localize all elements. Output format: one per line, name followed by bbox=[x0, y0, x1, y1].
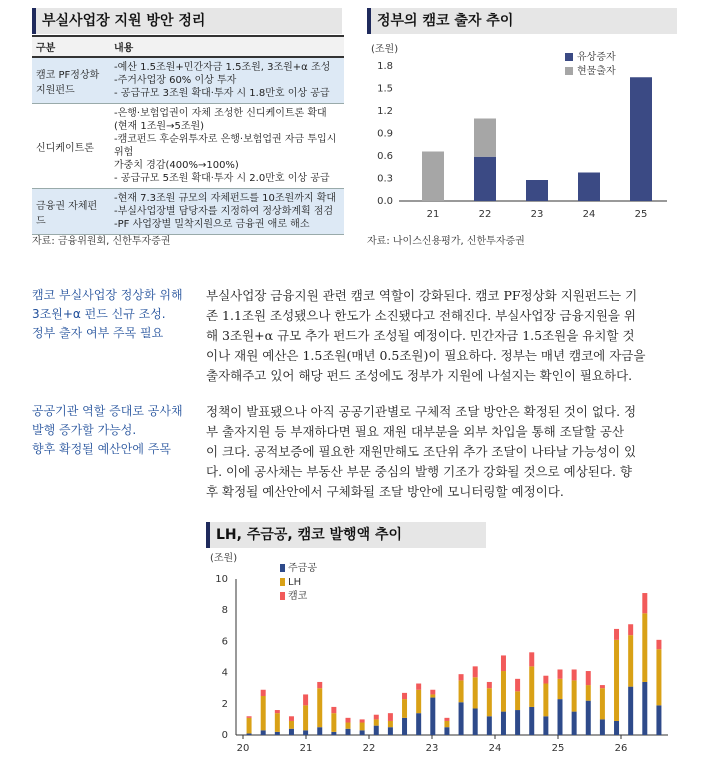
bar-주금공 bbox=[416, 713, 421, 735]
content-line: -예산 1.5조원+민간자금 1.5조원, 3조원+α 조성 bbox=[114, 62, 331, 73]
bar-캠코 bbox=[430, 690, 435, 695]
bar-주금공 bbox=[642, 682, 647, 735]
row-content bbox=[110, 104, 344, 189]
bar-캠코 bbox=[416, 684, 421, 690]
x-tick-label: 25 bbox=[551, 743, 565, 754]
x-tick-label: 20 bbox=[236, 743, 250, 754]
y-tick-label: 4 bbox=[221, 667, 228, 679]
y-tick-label: 6 bbox=[221, 636, 228, 648]
bar-LH bbox=[317, 688, 322, 727]
bar-주금공 bbox=[331, 732, 336, 735]
x-tick-label: 21 bbox=[299, 743, 313, 754]
row-key: 금융권 자체펀드 bbox=[32, 189, 110, 235]
bar-캠코 bbox=[459, 674, 464, 680]
bar-주금공 bbox=[529, 707, 534, 735]
x-tick-label: 26 bbox=[614, 743, 628, 754]
legend-swatch bbox=[280, 578, 285, 586]
bar-캠코 bbox=[642, 593, 647, 613]
side-note-line: 공공기관 역할 증대로 공사채 bbox=[32, 404, 183, 418]
bar-캠코 bbox=[303, 694, 308, 705]
content-line: - 공급규모 3조원 확대·투자 시 1.8만호 이상 공급 bbox=[114, 88, 330, 99]
bar-캠코 bbox=[261, 690, 266, 696]
paragraph-line: 이나 재원 예산은 1.5조원(매년 0.5조원)이 필요하다. 정부는 매년 캠코에 자금을 bbox=[206, 348, 646, 363]
content-line: -현재 7.3조원 규모의 자체펀드를 10조원까지 확대 bbox=[114, 193, 337, 204]
bar-주금공 bbox=[656, 705, 661, 735]
y-tick-label: 0 bbox=[221, 730, 228, 741]
bar-주금공 bbox=[317, 727, 322, 735]
bar-LH bbox=[600, 688, 605, 719]
bar-LH bbox=[388, 721, 393, 727]
bar-LH bbox=[289, 721, 294, 729]
bar-LH bbox=[303, 705, 308, 730]
bar-LH bbox=[444, 721, 449, 727]
content-line: -캠코펀드 후순위투자로 은행·보험업권 자금 투입시 위험 bbox=[114, 134, 337, 158]
bar-LH bbox=[642, 613, 647, 682]
bar-주금공 bbox=[444, 727, 449, 735]
content-line: (현재 1조원→5조원) bbox=[114, 121, 205, 132]
table-row bbox=[32, 57, 344, 104]
bar-캠코 bbox=[473, 666, 478, 677]
side-note-2 bbox=[32, 402, 197, 459]
bar-캠코 bbox=[346, 718, 351, 723]
bar-주금공 bbox=[303, 730, 308, 735]
paragraph-line: 이 크다. 공적보증에 필요한 재원만해도 조단위 추가 조달이 나타날 가능성이 있 bbox=[206, 444, 637, 459]
bar-캠코 bbox=[317, 682, 322, 688]
legend-label: 현물출자 bbox=[577, 66, 616, 77]
content-line: -은행·보험업권이 자체 조성한 신디케이트론 확대 bbox=[114, 108, 327, 119]
side-note-1 bbox=[32, 286, 197, 343]
bar-주금공 bbox=[430, 698, 435, 735]
content-line: -부실사업장별 담당자를 지정하여 정상화계획 점검 bbox=[114, 206, 334, 217]
bar-주금공 bbox=[261, 730, 266, 735]
paragraph-line: 존 1.1조원 조성됐으나 한도가 소진됐다고 전해진다. 부실사업장 금융지원을 위 bbox=[206, 308, 636, 323]
bar-LH bbox=[346, 723, 351, 729]
bar-주금공 bbox=[346, 729, 351, 735]
legend-swatch bbox=[565, 67, 573, 75]
paragraph-line: 후 확정될 예산안에서 구체화될 조달 방안에 모니터링할 예정이다. bbox=[206, 484, 564, 499]
bar-주금공 bbox=[543, 716, 548, 735]
paragraph-line: 부 출자지원 등 부재하다면 필요 재원 대부분을 외부 차입을 통해 조달할 공산 bbox=[206, 424, 625, 439]
bar-캠코 bbox=[444, 718, 449, 721]
content-line: -주거사업장 60% 이상 투자 bbox=[114, 75, 237, 86]
bar-주금공 bbox=[628, 687, 633, 735]
left-panel-title-text: 부실사업장 지원 방안 정리 bbox=[42, 13, 206, 29]
bar-LH bbox=[247, 718, 252, 734]
bar-캠코 bbox=[360, 719, 365, 722]
bar-주금공 bbox=[501, 712, 506, 735]
bar-캠코 bbox=[558, 669, 563, 678]
bar-캠코 bbox=[331, 707, 336, 713]
paragraph-line: 정책이 발표됐으나 아직 공공기관별로 구체적 조달 방안은 확정된 것이 없다. 정 bbox=[206, 404, 637, 419]
bar-캠코 bbox=[656, 640, 661, 649]
x-tick-label: 23 bbox=[425, 743, 439, 754]
x-tick-label: 21 bbox=[426, 209, 440, 220]
bar-LH bbox=[529, 666, 534, 707]
bar-주금공 bbox=[586, 701, 591, 735]
bar-유상증자 bbox=[630, 77, 652, 201]
y-tick-label: 10 bbox=[215, 574, 228, 585]
row-key-line: 캠코 PF정상화 bbox=[36, 69, 100, 81]
bar-캠코 bbox=[600, 685, 605, 688]
bar-캠코 bbox=[543, 676, 548, 684]
bar-주금공 bbox=[360, 730, 365, 735]
bar-캠코 bbox=[515, 679, 520, 691]
y-tick-label: 1.5 bbox=[377, 83, 393, 95]
x-tick-label: 23 bbox=[530, 209, 544, 220]
bar-주금공 bbox=[487, 716, 492, 735]
content-line: - 공급규모 5조원 확대·투자 시 2.0만호 이상 공급 bbox=[114, 173, 330, 184]
bar-LH bbox=[614, 640, 619, 721]
x-tick-label: 24 bbox=[488, 743, 502, 754]
bar-주금공 bbox=[459, 702, 464, 735]
bar-LH bbox=[416, 690, 421, 713]
right-panel-title-text: 정부의 캠코 출자 추이 bbox=[377, 13, 514, 29]
col-header-content: 내용 bbox=[110, 36, 344, 57]
bar-캠코 bbox=[402, 693, 407, 699]
bar-캠코 bbox=[289, 716, 294, 721]
kamco-capital-chart bbox=[367, 36, 677, 226]
legend-swatch bbox=[280, 592, 285, 600]
bar-주금공 bbox=[374, 726, 379, 735]
bar-주금공 bbox=[600, 719, 605, 735]
bar-유상증자 bbox=[578, 173, 600, 202]
legend-label: 캠코 bbox=[288, 591, 308, 602]
bar-캠코 bbox=[374, 715, 379, 720]
y-tick-label: 0.9 bbox=[377, 128, 393, 140]
bar-주금공 bbox=[473, 708, 478, 735]
y-tick-label: 0.6 bbox=[377, 151, 393, 162]
paragraph-1 bbox=[206, 286, 676, 386]
content-line: -PF 사업장별 밀착지원으로 금융권 애로 해소 bbox=[114, 219, 310, 230]
bar-LH bbox=[586, 685, 591, 701]
bar-LH bbox=[558, 679, 563, 699]
x-tick-label: 25 bbox=[634, 209, 648, 220]
bar-LH bbox=[261, 696, 266, 730]
bar-LH bbox=[515, 691, 520, 710]
bar-주금공 bbox=[614, 721, 619, 735]
bar-캠코 bbox=[586, 671, 591, 685]
bar-LH bbox=[402, 699, 407, 718]
x-tick-label: 22 bbox=[362, 743, 376, 754]
policy-table-header bbox=[32, 36, 344, 57]
bar-캠코 bbox=[388, 713, 393, 721]
side-note-line: 향후 확정될 예산안에 주목 bbox=[32, 442, 171, 456]
paragraph-line: 다. 이에 공사채는 부동산 부문 중심의 발행 기조가 강화될 것으로 예상된다. 향 bbox=[206, 464, 632, 479]
y-tick-label: 0.0 bbox=[377, 196, 393, 207]
bar-캠코 bbox=[275, 710, 280, 713]
legend-swatch bbox=[565, 53, 573, 61]
row-content bbox=[110, 189, 344, 235]
bar-LH bbox=[473, 677, 478, 708]
row-content bbox=[110, 57, 344, 104]
row-key bbox=[32, 57, 110, 104]
y-tick-label: 2 bbox=[221, 698, 228, 710]
bar-LH bbox=[487, 688, 492, 716]
bar-LH bbox=[275, 713, 280, 732]
bond-issuance-chart bbox=[206, 548, 676, 754]
paragraph-2 bbox=[206, 402, 676, 502]
bar-캠코 bbox=[572, 669, 577, 680]
bar-LH bbox=[331, 713, 336, 732]
bar-LH bbox=[501, 671, 506, 712]
legend-label: 유상증자 bbox=[577, 52, 616, 63]
side-note-line: 정부 출자 여부 주목 필요 bbox=[32, 326, 164, 340]
side-note-line: 3조원+α 펀드 신규 조성. bbox=[32, 307, 166, 321]
bar-주금공 bbox=[388, 727, 393, 735]
bar-LH bbox=[374, 719, 379, 725]
bottom-panel-title-text: LH, 주금공, 캠코 발행액 추이 bbox=[216, 527, 403, 543]
y-tick-label: 0.3 bbox=[377, 173, 393, 185]
side-note-line: 발행 증가할 가능성. bbox=[32, 423, 137, 437]
side-note-line: 캠코 부실사업장 정상화 위해 bbox=[32, 288, 183, 302]
y-unit-label: (조원) bbox=[371, 44, 399, 55]
bar-캠코 bbox=[501, 655, 506, 671]
paragraph-line: 해 3조원+α 규모 추가 펀드가 조성될 예정이다. 민간자금 1.5조원을 유치할 것 bbox=[206, 328, 635, 343]
bar-주금공 bbox=[289, 729, 294, 735]
left-panel-title bbox=[32, 8, 342, 34]
bar-LH bbox=[459, 680, 464, 702]
bar-LH bbox=[543, 684, 548, 717]
x-tick-label: 24 bbox=[582, 209, 596, 220]
bar-캠코 bbox=[614, 629, 619, 640]
bar-캠코 bbox=[247, 716, 252, 718]
x-tick-label: 22 bbox=[478, 209, 492, 220]
table-row bbox=[32, 189, 344, 235]
bar-주금공 bbox=[247, 733, 252, 735]
bar-현물출자 bbox=[474, 119, 496, 157]
bar-LH bbox=[360, 723, 365, 731]
bar-주금공 bbox=[275, 732, 280, 735]
row-key: 신디케이트론 bbox=[32, 104, 110, 189]
col-header-category: 구분 bbox=[32, 36, 110, 57]
bar-캠코 bbox=[487, 682, 492, 688]
bar-LH bbox=[628, 635, 633, 686]
bar-현물출자 bbox=[422, 152, 444, 202]
legend-label: LH bbox=[288, 577, 302, 588]
content-line: 가중치 경감(400%→100%) bbox=[114, 160, 239, 171]
left-panel-source: 자료: 금융위원회, 신한투자증권 bbox=[32, 236, 171, 247]
bar-주금공 bbox=[572, 712, 577, 735]
bar-LH bbox=[572, 680, 577, 711]
bar-캠코 bbox=[628, 624, 633, 635]
bar-캠코 bbox=[529, 652, 534, 666]
bottom-panel-title bbox=[206, 522, 486, 548]
paragraph-line: 출자해주고 있어 해당 펀드 조성에도 정부가 지원에 나설지는 확인이 필요하다. bbox=[206, 368, 633, 383]
y-tick-label: 1.2 bbox=[377, 106, 393, 117]
paragraph-line: 부실사업장 금융지원 관련 캠코 역할이 강화된다. 캠코 PF정상화 지원펀드는 기 bbox=[206, 288, 638, 303]
bar-주금공 bbox=[558, 699, 563, 735]
bar-LH bbox=[430, 694, 435, 697]
y-tick-label: 1.8 bbox=[377, 61, 393, 72]
right-panel-title bbox=[367, 8, 677, 34]
y-tick-label: 8 bbox=[221, 605, 228, 617]
row-key-line: 지원펀드 bbox=[36, 84, 75, 96]
bar-유상증자 bbox=[526, 180, 548, 201]
y-unit-label: (조원) bbox=[210, 553, 238, 564]
bar-주금공 bbox=[402, 718, 407, 735]
legend-label: 주금공 bbox=[288, 563, 317, 574]
bar-주금공 bbox=[515, 710, 520, 735]
bar-LH bbox=[656, 649, 661, 705]
right-panel-source: 자료: 나이스신용평가, 신한투자증권 bbox=[367, 236, 525, 247]
policy-table bbox=[32, 35, 344, 235]
legend-swatch bbox=[280, 564, 285, 572]
bar-유상증자 bbox=[474, 157, 496, 201]
table-row bbox=[32, 104, 344, 189]
